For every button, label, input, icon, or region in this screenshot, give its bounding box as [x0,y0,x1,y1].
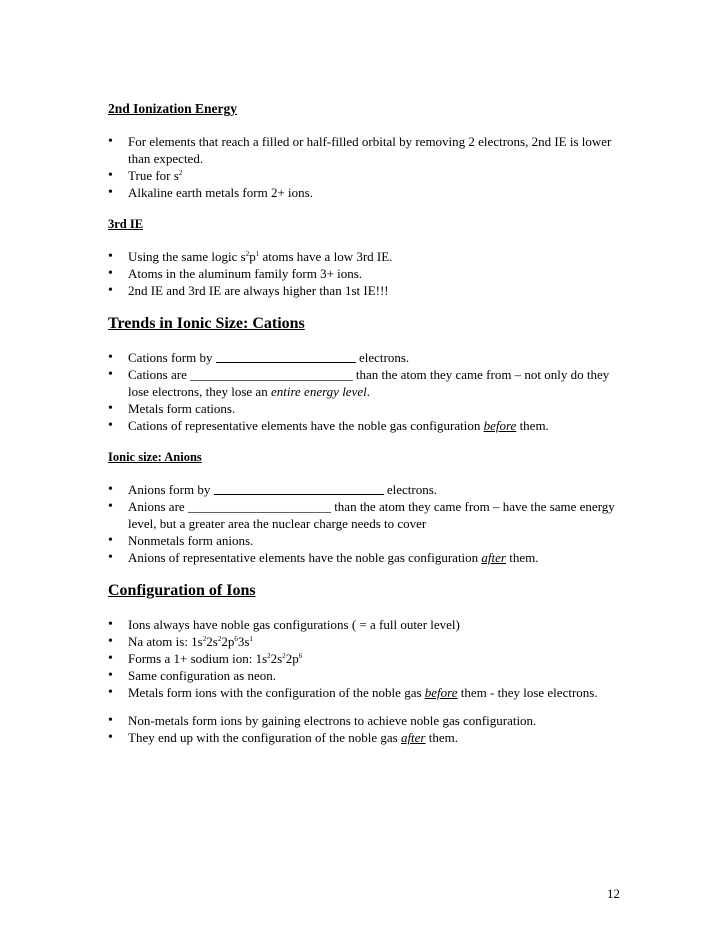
heading-2nd-ionization-energy: 2nd Ionization Energy [108,101,238,116]
list-item: • Cations form by electrons. [108,349,628,366]
heading-ionic-size-anions: Ionic size: Anions [108,450,202,464]
list-item: • Anions form by electrons. [108,481,628,498]
page-content [108,100,628,746]
fill-in-blank [214,482,384,495]
list-item: • Forms a 1+ sodium ion: $1s^22s^22p^6$ [108,650,628,667]
list-configuration-nonmetals [108,712,628,746]
list-item: • For elements that reach a filled or half-filled orbital by removing 2 electrons, 2nd IE is lower than expected. [108,133,628,167]
list-item: • Cations of representative elements have the noble gas configuration before them. [108,417,628,434]
list-item: • 2nd IE and 3rd IE are always higher than 1st IE!!! [108,282,628,299]
list-item: • Anions are ______________________ than the atom they came from – have the same energy level, but a greater area the nuclear charge needs to cover [108,498,628,532]
list-item: • Atoms in the aluminum family form 3+ ions. [108,265,628,282]
list-item: • They end up with the configuration of the noble gas after them. [108,729,628,746]
list-item: • Using the same logic $s^2p^1$ atoms have a low 3rd IE. [108,248,628,265]
fill-in-blank [216,350,356,363]
list-2nd-ie [108,133,628,201]
heading-configuration-of-ions: Configuration of Ions [108,582,256,599]
list-item: • Cations are _________________________ than the atom they came from – not only do they lose electrons, they lose an entire energy level. [108,366,628,400]
list-item: • Alkaline earth metals form 2+ ions. [108,184,628,201]
list-item: • Non-metals form ions by gaining electrons to achieve noble gas configuration. [108,712,628,729]
list-anions [108,481,628,566]
list-item: • Metals form cations. [108,400,628,417]
list-cations [108,349,628,434]
list-item: • True for $s^2$ [108,167,628,184]
list-item: • Na atom is: $1s^22s^22p^63s^1$ [108,633,628,650]
page-number: 12 [607,886,620,901]
heading-3rd-ie: 3rd IE [108,217,144,231]
list-item: • Metals form ions with the configuration of the noble gas before them - they lose electrons. [108,684,628,701]
heading-ionic-size-cations: Trends in Ionic Size: Cations [108,315,305,332]
list-configuration [108,616,628,701]
list-item: • Nonmetals form anions. [108,532,628,549]
list-item: • Anions of representative elements have the noble gas configuration after them. [108,549,628,566]
list-3rd-ie [108,248,628,299]
list-item: • Ions always have noble gas configurations ( = a full outer level) [108,616,628,633]
list-item: • Same configuration as neon. [108,667,628,684]
